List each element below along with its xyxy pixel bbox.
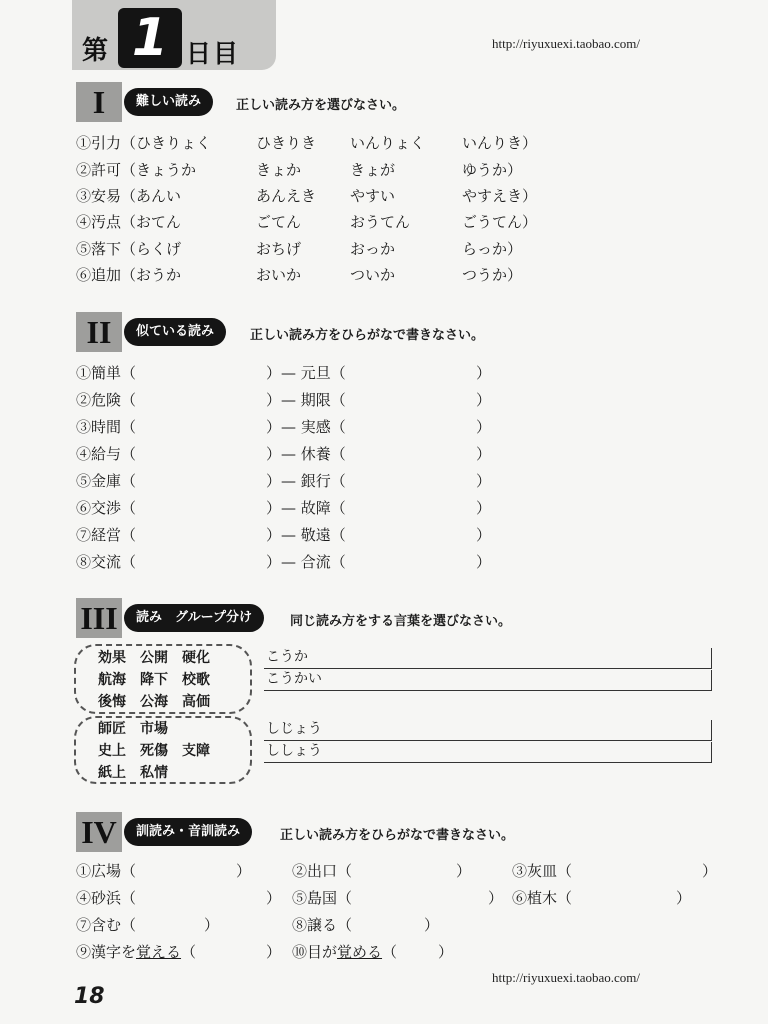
s1-row-5-choice-b: おちげ bbox=[256, 240, 302, 258]
s1-row-5-choice-d: らっか） bbox=[462, 240, 523, 258]
s1-row-2-question: ②許可（きょうか bbox=[76, 161, 197, 179]
s2-row-8-end: ） bbox=[476, 553, 492, 571]
s2-row-5-mid: ）— 銀行（ bbox=[266, 472, 346, 490]
section-4-pill: 訓読み・音訓読み bbox=[124, 818, 252, 846]
s4-item-6-close: ） bbox=[676, 889, 692, 907]
s4-item-8-close: ） bbox=[424, 916, 440, 934]
s1-row-3-choice-c: やすい bbox=[350, 187, 396, 205]
s4-item-5-close: ） bbox=[488, 889, 504, 907]
s2-row-4-left: ④給与（ bbox=[76, 445, 137, 463]
s4-item-6: ⑥植木（ bbox=[512, 889, 573, 907]
s1-row-2-choice-b: きょか bbox=[256, 161, 302, 179]
section-1-number: I bbox=[76, 82, 122, 122]
s1-row-3-choice-b: あんえき bbox=[256, 187, 317, 205]
s4-item-3-close: ） bbox=[702, 862, 718, 880]
s1-row-4-choice-b: ごてん bbox=[256, 213, 302, 231]
s1-row-1-choice-b: ひきりき bbox=[256, 134, 317, 152]
s4-item-2-close: ） bbox=[456, 862, 472, 880]
group-1-line-2: 航海 降下 校歌 bbox=[98, 672, 210, 688]
s4-item-10-open: （ bbox=[382, 943, 398, 961]
s1-row-2-choice-c: きょが bbox=[350, 161, 396, 179]
s2-row-5-end: ） bbox=[476, 472, 492, 490]
s4-item-9-prefix: ⑨漢字を bbox=[76, 943, 137, 961]
s1-row-6-choice-b: おいか bbox=[256, 266, 302, 284]
s2-row-1-mid: ）— 元旦（ bbox=[266, 364, 346, 382]
section-1-instruction: 正しい読み方を選びなさい。 bbox=[236, 98, 406, 113]
s4-item-7-close: ） bbox=[204, 916, 220, 934]
s2-row-1-end: ） bbox=[476, 364, 492, 382]
group-1-words bbox=[98, 647, 210, 713]
section-2-pill: 似ている読み bbox=[124, 318, 226, 346]
group-1-answer-2[interactable]: こうかい bbox=[264, 670, 712, 691]
s4-item-1-close: ） bbox=[236, 862, 252, 880]
s2-row-3-end: ） bbox=[476, 418, 492, 436]
url-bottom: http://riyuxuexi.taobao.com/ bbox=[492, 970, 641, 985]
s2-row-1-left: ①簡単（ bbox=[76, 364, 137, 382]
url-top: http://riyuxuexi.taobao.com/ bbox=[492, 36, 641, 51]
s4-item-10-prefix: ⑩目が bbox=[292, 943, 338, 961]
s2-row-5-left: ⑤金庫（ bbox=[76, 472, 137, 490]
group-2-line-2: 史上 死傷 支障 bbox=[98, 743, 210, 759]
s1-row-4-choice-c: おうてん bbox=[350, 213, 411, 231]
s2-row-2-left: ②危険（ bbox=[76, 391, 137, 409]
section-4-instruction: 正しい読み方をひらがなで書きなさい。 bbox=[280, 828, 515, 843]
day-label-suffix: 日目 bbox=[186, 39, 241, 68]
section-3-pill: 読み グループ分け bbox=[124, 604, 264, 632]
s4-item-9-open: （ bbox=[181, 943, 197, 961]
group-1-line-3: 後悔 公海 高価 bbox=[98, 694, 210, 710]
s2-row-4-end: ） bbox=[476, 445, 492, 463]
s4-item-10-underlined: 覚める bbox=[337, 943, 383, 961]
s2-row-6-left: ⑥交渉（ bbox=[76, 499, 137, 517]
s1-row-1-question: ①引力（ひきりょく bbox=[76, 134, 212, 152]
s1-row-5-question: ⑤落下（らくげ bbox=[76, 240, 182, 258]
s1-row-3-question: ③安易（あんい bbox=[76, 187, 182, 205]
s4-item-9-close: ） bbox=[266, 943, 282, 961]
s4-item-10 bbox=[292, 941, 397, 962]
section-2-instruction: 正しい読み方をひらがなで書きなさい。 bbox=[250, 328, 485, 343]
group-2-line-3: 紙上 私情 bbox=[98, 765, 168, 781]
section-1-pill: 難しい読み bbox=[124, 88, 213, 116]
section-2-number: II bbox=[76, 312, 122, 352]
s1-row-1-choice-c: いんりょく bbox=[350, 134, 426, 152]
day-label-prefix: 第 bbox=[82, 36, 109, 66]
s2-row-6-end: ） bbox=[476, 499, 492, 517]
s2-row-7-left: ⑦経営（ bbox=[76, 526, 137, 544]
s4-item-5: ⑤島国（ bbox=[292, 889, 353, 907]
s4-item-1: ①広場（ bbox=[76, 862, 137, 880]
s2-row-2-mid: ）— 期限（ bbox=[266, 391, 346, 409]
s1-row-6-question: ⑥追加（おうか bbox=[76, 266, 182, 284]
s1-row-2-choice-d: ゆうか） bbox=[462, 161, 523, 179]
s4-item-4-close: ） bbox=[266, 889, 282, 907]
group-1-line-1: 効果 公開 硬化 bbox=[98, 650, 210, 666]
s1-row-4-choice-d: ごうてん） bbox=[462, 213, 538, 231]
s4-item-4: ④砂浜（ bbox=[76, 889, 137, 907]
s1-row-6-choice-c: ついか bbox=[350, 266, 396, 284]
group-2-answer-2[interactable]: ししょう bbox=[264, 742, 712, 763]
s4-item-3: ③灰皿（ bbox=[512, 862, 573, 880]
s2-row-7-end: ） bbox=[476, 526, 492, 544]
s4-item-7: ⑦含む（ bbox=[76, 916, 137, 934]
s2-row-4-mid: ）— 休養（ bbox=[266, 445, 346, 463]
s1-row-6-choice-d: つうか） bbox=[462, 266, 523, 284]
s4-item-10-close: ） bbox=[438, 943, 454, 961]
s2-row-6-mid: ）— 故障（ bbox=[266, 499, 346, 517]
s1-row-4-question: ④汚点（おてん bbox=[76, 213, 181, 231]
s1-row-1-choice-d: いんりき） bbox=[462, 134, 538, 152]
s4-item-8: ⑧譲る（ bbox=[292, 916, 353, 934]
s2-row-3-mid: ）— 実感（ bbox=[266, 418, 346, 436]
s1-row-3-choice-d: やすえき） bbox=[462, 187, 538, 205]
section-4-number: IV bbox=[76, 812, 122, 852]
page-number: 18 bbox=[74, 984, 105, 1009]
group-2-answer-1[interactable]: しじょう bbox=[264, 720, 712, 741]
group-1-answer-1[interactable]: こうか bbox=[264, 648, 712, 669]
s4-item-9-underlined: 覚える bbox=[136, 943, 182, 961]
section-3-number: III bbox=[76, 598, 122, 638]
s4-item-9 bbox=[76, 941, 196, 962]
s2-row-8-left: ⑧交流（ bbox=[76, 553, 137, 571]
s4-item-2: ②出口（ bbox=[292, 862, 353, 880]
s2-row-8-mid: ）— 合流（ bbox=[266, 553, 346, 571]
group-2-words bbox=[98, 718, 210, 784]
s1-row-5-choice-c: おっか bbox=[350, 240, 396, 258]
group-2-line-1: 師匠 市場 bbox=[98, 721, 168, 737]
s2-row-7-mid: ）— 敬遠（ bbox=[266, 526, 346, 544]
day-number: 1 bbox=[118, 8, 182, 68]
s2-row-2-end: ） bbox=[476, 391, 492, 409]
s2-row-3-left: ③時間（ bbox=[76, 418, 137, 436]
section-3-instruction: 同じ読み方をする言葉を選びなさい。 bbox=[290, 614, 512, 629]
